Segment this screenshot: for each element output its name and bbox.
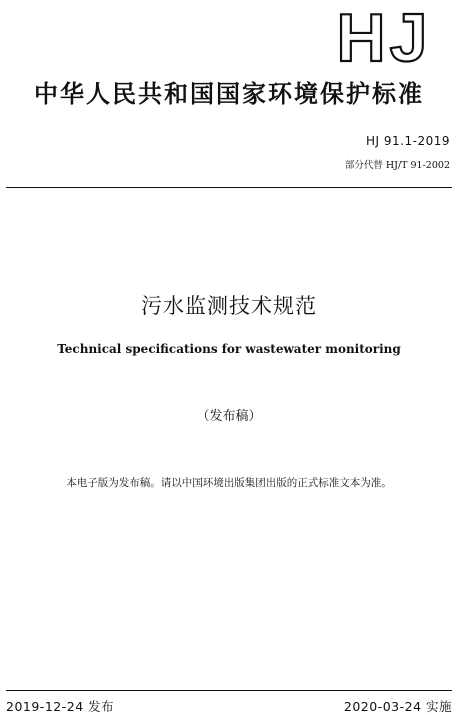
header-divider [6, 187, 452, 188]
issue-date: 2019-12-24 发布 [6, 699, 115, 714]
hj-standard-logo-icon [318, 4, 450, 66]
draft-status-label: （发布稿） [196, 409, 262, 424]
document-title-english: Technical specifications for wastewater monitoring [57, 342, 401, 356]
document-title-chinese: 污水监测技术规范 [141, 294, 317, 318]
replaces-note: 部分代替 HJ/T 91-2002 [344, 160, 450, 171]
standard-number: HJ 91.1-2019 [366, 134, 450, 148]
edition-notice: 本电子版为发布稿。请以中国环境出版集团出版的正式标准文本为准。 [66, 477, 392, 489]
implementation-date: 2020-03-24 实施 [343, 699, 452, 714]
logo-text: HJ [336, 4, 432, 66]
footer-divider [6, 690, 452, 691]
issuing-agency-title: 中华人民共和国国家环境保护标准 [34, 80, 424, 108]
